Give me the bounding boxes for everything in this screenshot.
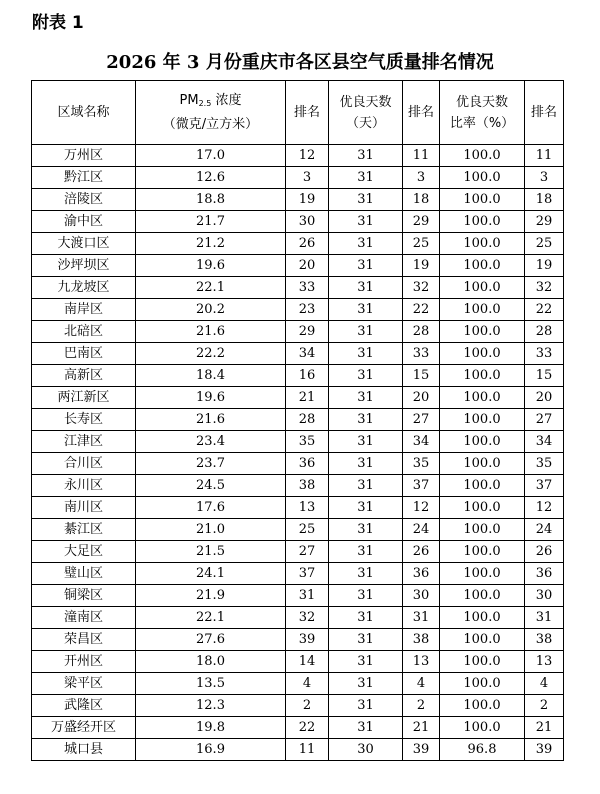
cell-good-rate-rank: 29 <box>525 211 564 233</box>
table-row <box>32 541 564 563</box>
cell-good-rate-rank: 24 <box>525 519 564 541</box>
cell-pm25: 21.2 <box>136 233 286 255</box>
cell-good-days: 31 <box>329 585 403 607</box>
cell-good-rate-rank: 13 <box>525 651 564 673</box>
cell-good-days: 31 <box>329 299 403 321</box>
cell-good-rate-rank: 2 <box>525 695 564 717</box>
air-quality-ranking-table <box>31 80 564 761</box>
header-rank-pm25: 排名 <box>286 81 329 145</box>
cell-district: 大足区 <box>32 541 136 563</box>
cell-good-rate: 100.0 <box>440 585 525 607</box>
cell-pm25-rank: 22 <box>286 717 329 739</box>
cell-good-days: 31 <box>329 563 403 585</box>
table-row <box>32 145 564 167</box>
cell-pm25: 23.7 <box>136 453 286 475</box>
cell-good-days-rank: 12 <box>403 497 440 519</box>
cell-pm25-rank: 35 <box>286 431 329 453</box>
cell-good-days: 31 <box>329 695 403 717</box>
cell-pm25-rank: 32 <box>286 607 329 629</box>
header-good-rate-label: 优良天数 <box>455 94 508 110</box>
cell-good-rate-rank: 3 <box>525 167 564 189</box>
cell-pm25-rank: 30 <box>286 211 329 233</box>
cell-good-days: 31 <box>329 717 403 739</box>
cell-good-rate: 96.8 <box>440 739 525 761</box>
cell-pm25: 17.6 <box>136 497 286 519</box>
cell-pm25: 17.0 <box>136 145 286 167</box>
header-pm-prefix: PM <box>179 93 199 108</box>
header-good-days-label: 优良天数 <box>339 94 392 110</box>
cell-pm25: 21.9 <box>136 585 286 607</box>
cell-district: 万盛经开区 <box>32 717 136 739</box>
cell-pm25-rank: 28 <box>286 409 329 431</box>
header-pm-unit: （微克/立方米） <box>162 117 259 132</box>
cell-pm25: 13.5 <box>136 673 286 695</box>
cell-good-rate: 100.0 <box>440 233 525 255</box>
cell-good-rate: 100.0 <box>440 717 525 739</box>
cell-good-rate: 100.0 <box>440 453 525 475</box>
cell-good-days: 31 <box>329 607 403 629</box>
cell-district: 大渡口区 <box>32 233 136 255</box>
header-pm-subscript: 2.5 <box>198 99 212 108</box>
cell-good-days-rank: 32 <box>403 277 440 299</box>
cell-district: 高新区 <box>32 365 136 387</box>
cell-good-rate-rank: 30 <box>525 585 564 607</box>
cell-district: 綦江区 <box>32 519 136 541</box>
cell-good-days: 31 <box>329 189 403 211</box>
cell-pm25: 19.6 <box>136 255 286 277</box>
cell-district: 璧山区 <box>32 563 136 585</box>
cell-good-rate: 100.0 <box>440 189 525 211</box>
cell-good-rate: 100.0 <box>440 607 525 629</box>
cell-district: 江津区 <box>32 431 136 453</box>
cell-pm25-rank: 37 <box>286 563 329 585</box>
cell-good-rate: 100.0 <box>440 475 525 497</box>
cell-good-days: 31 <box>329 431 403 453</box>
cell-good-rate-rank: 37 <box>525 475 564 497</box>
cell-good-days-rank: 26 <box>403 541 440 563</box>
cell-district: 铜梁区 <box>32 585 136 607</box>
cell-district: 北碚区 <box>32 321 136 343</box>
cell-district: 万州区 <box>32 145 136 167</box>
cell-good-days: 31 <box>329 277 403 299</box>
cell-good-rate: 100.0 <box>440 365 525 387</box>
cell-district: 巴南区 <box>32 343 136 365</box>
header-pm-suffix: 浓度 <box>211 93 242 108</box>
cell-good-days-rank: 24 <box>403 519 440 541</box>
cell-district: 合川区 <box>32 453 136 475</box>
cell-good-days: 31 <box>329 651 403 673</box>
table-row <box>32 453 564 475</box>
table-row <box>32 739 564 761</box>
table-row <box>32 497 564 519</box>
cell-pm25-rank: 39 <box>286 629 329 651</box>
table-row <box>32 211 564 233</box>
cell-good-rate: 100.0 <box>440 431 525 453</box>
cell-good-days: 31 <box>329 233 403 255</box>
cell-good-days: 31 <box>329 475 403 497</box>
table-row <box>32 431 564 453</box>
cell-good-days-rank: 35 <box>403 453 440 475</box>
cell-good-days: 31 <box>329 365 403 387</box>
table-row <box>32 343 564 365</box>
cell-pm25: 22.2 <box>136 343 286 365</box>
cell-pm25: 12.6 <box>136 167 286 189</box>
cell-good-rate-rank: 35 <box>525 453 564 475</box>
table-row <box>32 409 564 431</box>
cell-pm25: 19.8 <box>136 717 286 739</box>
cell-pm25-rank: 11 <box>286 739 329 761</box>
cell-district: 九龙坡区 <box>32 277 136 299</box>
table-row <box>32 629 564 651</box>
cell-district: 城口县 <box>32 739 136 761</box>
cell-good-rate-rank: 39 <box>525 739 564 761</box>
cell-good-rate: 100.0 <box>440 255 525 277</box>
cell-good-days-rank: 34 <box>403 431 440 453</box>
table-row <box>32 365 564 387</box>
cell-pm25-rank: 3 <box>286 167 329 189</box>
table-row <box>32 475 564 497</box>
table-row <box>32 277 564 299</box>
cell-good-rate: 100.0 <box>440 651 525 673</box>
cell-good-rate-rank: 12 <box>525 497 564 519</box>
cell-pm25: 23.4 <box>136 431 286 453</box>
cell-good-days: 31 <box>329 255 403 277</box>
header-good-days <box>329 81 403 145</box>
cell-pm25: 20.2 <box>136 299 286 321</box>
cell-good-days-rank: 2 <box>403 695 440 717</box>
cell-good-days-rank: 3 <box>403 167 440 189</box>
table-row <box>32 717 564 739</box>
cell-good-days-rank: 38 <box>403 629 440 651</box>
table-row <box>32 189 564 211</box>
cell-good-days-rank: 30 <box>403 585 440 607</box>
header-pm25 <box>136 81 286 145</box>
cell-good-rate: 100.0 <box>440 299 525 321</box>
cell-good-days: 31 <box>329 673 403 695</box>
cell-good-rate: 100.0 <box>440 409 525 431</box>
cell-good-rate-rank: 32 <box>525 277 564 299</box>
cell-good-rate-rank: 36 <box>525 563 564 585</box>
cell-good-days-rank: 11 <box>403 145 440 167</box>
document-title: 2026 年 3 月份重庆市各区县空气质量排名情况 <box>106 52 494 73</box>
header-rank-rate: 排名 <box>525 81 564 145</box>
cell-pm25-rank: 29 <box>286 321 329 343</box>
cell-good-days-rank: 28 <box>403 321 440 343</box>
cell-pm25-rank: 31 <box>286 585 329 607</box>
cell-good-days: 31 <box>329 321 403 343</box>
cell-pm25-rank: 19 <box>286 189 329 211</box>
cell-good-rate-rank: 19 <box>525 255 564 277</box>
cell-pm25: 21.6 <box>136 321 286 343</box>
cell-pm25-rank: 4 <box>286 673 329 695</box>
cell-good-rate: 100.0 <box>440 673 525 695</box>
header-rank-days: 排名 <box>403 81 440 145</box>
cell-pm25: 19.6 <box>136 387 286 409</box>
cell-pm25-rank: 25 <box>286 519 329 541</box>
cell-pm25-rank: 23 <box>286 299 329 321</box>
cell-good-rate: 100.0 <box>440 519 525 541</box>
cell-district: 南岸区 <box>32 299 136 321</box>
cell-good-rate-rank: 21 <box>525 717 564 739</box>
cell-good-days-rank: 4 <box>403 673 440 695</box>
cell-pm25-rank: 16 <box>286 365 329 387</box>
table-row <box>32 651 564 673</box>
cell-good-rate-rank: 20 <box>525 387 564 409</box>
table-row <box>32 321 564 343</box>
cell-pm25-rank: 36 <box>286 453 329 475</box>
cell-good-rate-rank: 26 <box>525 541 564 563</box>
cell-pm25-rank: 12 <box>286 145 329 167</box>
cell-good-rate-rank: 33 <box>525 343 564 365</box>
cell-good-days-rank: 37 <box>403 475 440 497</box>
cell-pm25: 18.8 <box>136 189 286 211</box>
cell-good-rate-rank: 22 <box>525 299 564 321</box>
cell-good-rate: 100.0 <box>440 629 525 651</box>
cell-good-rate-rank: 27 <box>525 409 564 431</box>
cell-pm25: 21.5 <box>136 541 286 563</box>
header-good-rate-unit: 比率（%） <box>449 115 515 131</box>
cell-pm25: 21.6 <box>136 409 286 431</box>
header-district: 区域名称 <box>32 81 136 145</box>
cell-good-days-rank: 22 <box>403 299 440 321</box>
cell-good-rate: 100.0 <box>440 497 525 519</box>
header-good-rate <box>440 81 525 145</box>
cell-good-rate: 100.0 <box>440 145 525 167</box>
cell-pm25-rank: 14 <box>286 651 329 673</box>
cell-good-rate: 100.0 <box>440 211 525 233</box>
table-row <box>32 519 564 541</box>
cell-good-days-rank: 18 <box>403 189 440 211</box>
cell-pm25: 22.1 <box>136 607 286 629</box>
cell-district: 两江新区 <box>32 387 136 409</box>
appendix-label: 附表 1 <box>32 13 84 33</box>
cell-pm25-rank: 21 <box>286 387 329 409</box>
table-row <box>32 607 564 629</box>
table-header-row <box>32 81 564 145</box>
cell-district: 梁平区 <box>32 673 136 695</box>
cell-pm25: 24.5 <box>136 475 286 497</box>
cell-good-days: 31 <box>329 409 403 431</box>
cell-pm25-rank: 34 <box>286 343 329 365</box>
cell-district: 荣昌区 <box>32 629 136 651</box>
cell-district: 渝中区 <box>32 211 136 233</box>
cell-district: 沙坪坝区 <box>32 255 136 277</box>
cell-good-rate-rank: 15 <box>525 365 564 387</box>
cell-good-days: 31 <box>329 387 403 409</box>
cell-good-rate-rank: 4 <box>525 673 564 695</box>
cell-district: 开州区 <box>32 651 136 673</box>
cell-district: 黔江区 <box>32 167 136 189</box>
cell-good-rate-rank: 34 <box>525 431 564 453</box>
cell-good-rate: 100.0 <box>440 167 525 189</box>
table-row <box>32 695 564 717</box>
cell-district: 永川区 <box>32 475 136 497</box>
cell-good-days-rank: 19 <box>403 255 440 277</box>
cell-pm25-rank: 26 <box>286 233 329 255</box>
table-row <box>32 299 564 321</box>
cell-good-days-rank: 36 <box>403 563 440 585</box>
cell-good-days-rank: 13 <box>403 651 440 673</box>
header-good-days-unit: （天） <box>345 115 385 131</box>
cell-pm25: 21.0 <box>136 519 286 541</box>
cell-good-days-rank: 21 <box>403 717 440 739</box>
cell-good-days: 31 <box>329 519 403 541</box>
cell-good-rate: 100.0 <box>440 387 525 409</box>
cell-pm25: 24.1 <box>136 563 286 585</box>
table-row <box>32 563 564 585</box>
cell-good-days: 31 <box>329 167 403 189</box>
cell-district: 南川区 <box>32 497 136 519</box>
cell-good-days: 31 <box>329 343 403 365</box>
cell-good-days: 31 <box>329 211 403 233</box>
cell-pm25: 18.4 <box>136 365 286 387</box>
cell-pm25-rank: 33 <box>286 277 329 299</box>
cell-good-rate-rank: 28 <box>525 321 564 343</box>
cell-pm25-rank: 20 <box>286 255 329 277</box>
cell-good-rate-rank: 25 <box>525 233 564 255</box>
table-row <box>32 233 564 255</box>
cell-good-days: 31 <box>329 541 403 563</box>
cell-district: 涪陵区 <box>32 189 136 211</box>
table-row <box>32 673 564 695</box>
table-row <box>32 167 564 189</box>
cell-pm25-rank: 13 <box>286 497 329 519</box>
cell-pm25: 27.6 <box>136 629 286 651</box>
table-row <box>32 387 564 409</box>
cell-pm25-rank: 27 <box>286 541 329 563</box>
cell-pm25: 16.9 <box>136 739 286 761</box>
cell-pm25-rank: 2 <box>286 695 329 717</box>
cell-good-days-rank: 31 <box>403 607 440 629</box>
cell-district: 武隆区 <box>32 695 136 717</box>
cell-pm25-rank: 38 <box>286 475 329 497</box>
cell-good-rate-rank: 11 <box>525 145 564 167</box>
cell-good-rate-rank: 38 <box>525 629 564 651</box>
cell-good-days-rank: 20 <box>403 387 440 409</box>
cell-good-days: 31 <box>329 629 403 651</box>
cell-district: 长寿区 <box>32 409 136 431</box>
cell-good-days: 30 <box>329 739 403 761</box>
cell-good-rate-rank: 18 <box>525 189 564 211</box>
cell-good-days: 31 <box>329 497 403 519</box>
table-row <box>32 585 564 607</box>
cell-good-days: 31 <box>329 145 403 167</box>
cell-good-rate: 100.0 <box>440 695 525 717</box>
cell-district: 潼南区 <box>32 607 136 629</box>
table-body <box>32 145 564 761</box>
cell-good-days-rank: 15 <box>403 365 440 387</box>
cell-good-rate: 100.0 <box>440 277 525 299</box>
cell-good-days-rank: 29 <box>403 211 440 233</box>
cell-good-rate-rank: 31 <box>525 607 564 629</box>
cell-good-days-rank: 39 <box>403 739 440 761</box>
table-row <box>32 255 564 277</box>
cell-good-rate: 100.0 <box>440 563 525 585</box>
cell-pm25: 21.7 <box>136 211 286 233</box>
cell-pm25: 18.0 <box>136 651 286 673</box>
cell-good-rate: 100.0 <box>440 321 525 343</box>
cell-good-rate: 100.0 <box>440 541 525 563</box>
cell-good-rate: 100.0 <box>440 343 525 365</box>
cell-good-days: 31 <box>329 453 403 475</box>
cell-good-days-rank: 27 <box>403 409 440 431</box>
cell-good-days-rank: 33 <box>403 343 440 365</box>
cell-good-days-rank: 25 <box>403 233 440 255</box>
cell-pm25: 22.1 <box>136 277 286 299</box>
cell-pm25: 12.3 <box>136 695 286 717</box>
